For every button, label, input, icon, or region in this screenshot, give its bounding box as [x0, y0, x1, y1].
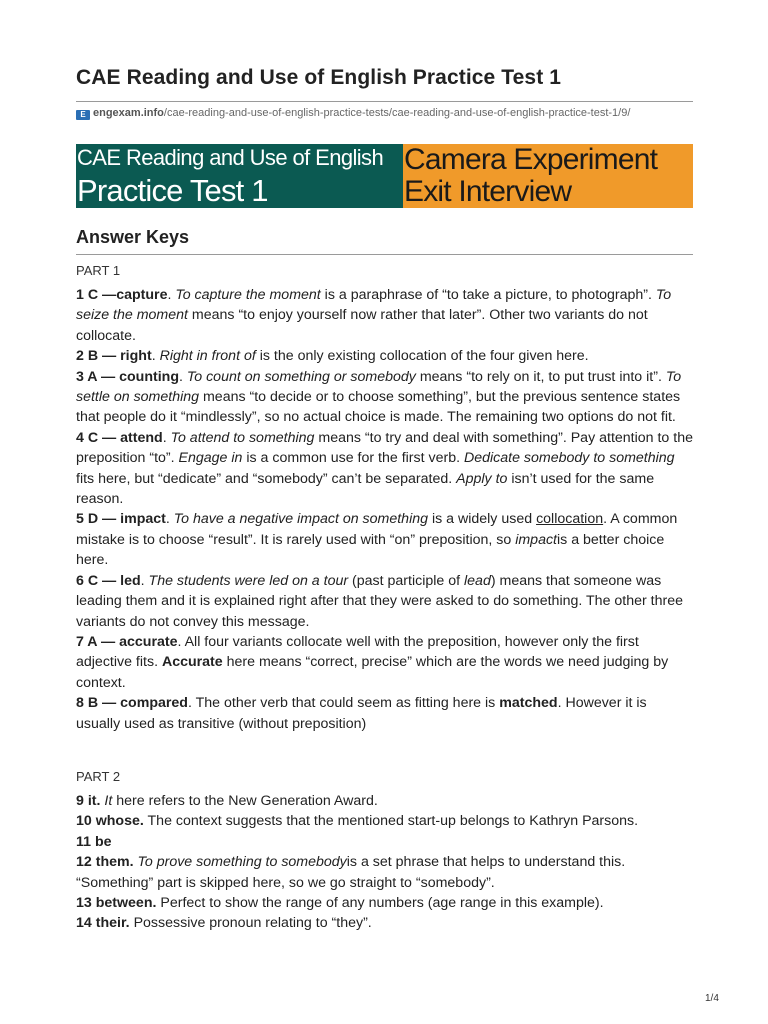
- answer-number: 2 B —: [76, 348, 121, 365]
- source-link[interactable]: [93, 107, 630, 119]
- answer-entry-10: [76, 811, 693, 831]
- answer-entry-6: [76, 571, 693, 632]
- answer-entry-13: [76, 893, 693, 913]
- answer-phrase: To prove something to somebody: [137, 854, 347, 871]
- answer-text: fits here, but “dedicate” and “somebody” can’t be separated.: [76, 470, 457, 487]
- answer-phrase: Right in front of: [159, 348, 256, 365]
- page-title: CAE Reading and Use of English Practice Test 1: [76, 66, 561, 89]
- answer-phrase: To seize the moment: [76, 287, 672, 324]
- answer-emphasis: matched: [499, 695, 558, 712]
- answer-entry-8: [76, 693, 693, 734]
- answer-key: accurate: [119, 633, 178, 650]
- answer-number: 5 D —: [76, 511, 121, 528]
- answer-phrase: To have a negative impact on something: [173, 511, 429, 528]
- banner-left: [76, 144, 403, 208]
- answer-number: 3 A —: [76, 368, 120, 385]
- answer-number: 1 C —: [76, 287, 117, 303]
- answer-entry-7: [76, 632, 693, 693]
- source-path: /cae-reading-and-use-of-english-practice-tests/cae-reading-and-use-of-english-practice-test-1/9/: [163, 107, 631, 119]
- banner-right-line2: Exit Interview: [404, 175, 572, 208]
- answer-number: 4 C —: [76, 429, 121, 446]
- answer-phrase: To count on something or somebody: [186, 368, 416, 385]
- answer-text: . However it is usually used as transitive (without preposition): [76, 695, 647, 732]
- answer-entry-5: [76, 509, 693, 570]
- answer-entry-4: [76, 428, 693, 510]
- answer-key: capture: [116, 287, 168, 303]
- answer-text: here means “correct, precise” which are the words we need judging by context.: [76, 654, 669, 691]
- answer-entry-9: [76, 791, 693, 811]
- answer-key: compared: [120, 695, 188, 712]
- answer-text: Possessive pronoun relating to “they”.: [129, 915, 372, 932]
- answer-number: 6 C —: [76, 572, 121, 589]
- source-line: [76, 107, 630, 120]
- answer-entry-14: [76, 913, 693, 933]
- answer-phrase: To settle on something: [76, 368, 682, 406]
- answer-text: is a widely used: [428, 511, 537, 528]
- answer-number: 8 B —: [76, 695, 121, 712]
- answer-phrase: impact: [515, 531, 557, 548]
- answer-text: means “to enjoy yourself now rather that later”. Other two variants do not collocate.: [76, 307, 648, 344]
- banner-left-line1: CAE Reading and Use of English: [77, 145, 384, 170]
- page-number: 1/4: [705, 993, 719, 1004]
- answer-phrase: To attend to something: [170, 429, 315, 446]
- answer-number: 12 them.: [76, 854, 134, 871]
- answer-text: is a common use for the first verb.: [242, 450, 464, 467]
- answer-key: impact: [120, 511, 166, 528]
- answer-phrase: Dedicate somebody to something: [463, 450, 675, 467]
- answer-number: 9 it.: [76, 793, 101, 809]
- answer-number: 7 A —: [76, 633, 120, 650]
- source-domain: engexam.info: [93, 107, 164, 119]
- answer-text: .: [151, 348, 160, 365]
- section-divider: [76, 254, 693, 255]
- banner-right: [403, 144, 693, 208]
- collocation-link[interactable]: collocation: [536, 511, 604, 528]
- answer-text: means “to try and deal with something”. Pay attention to the preposition “to”.: [76, 429, 693, 467]
- answer-key: counting: [119, 368, 179, 385]
- answer-phrase: The students were led on a tour: [148, 572, 349, 589]
- answer-entry-3: [76, 367, 693, 428]
- answer-text: means “to rely on it, to put trust into it”.: [415, 368, 666, 385]
- answer-text: The context suggests that the mentioned start-up belongs to Kathryn Parsons.: [143, 813, 639, 830]
- section-title: Answer Keys: [76, 227, 190, 247]
- answer-text: means “to decide or to choose something”, but the previous sentence states that people do it “mindlessly”, so no actual choice is made. The remaining two options do not fit.: [76, 389, 681, 426]
- answer-text: .: [162, 429, 171, 446]
- answer-text: is a paraphrase of “to take a picture, to photograph”.: [320, 287, 656, 303]
- part2-answers: [76, 791, 693, 934]
- answer-text: .: [140, 572, 149, 589]
- answer-text: . A common mistake is to choose “result”. It is rarely used with “on” preposition, so: [76, 511, 678, 548]
- answer-text: is a set phrase that helps to understand this. “Something” part is skipped here, so we go straight to “somebody”.: [76, 854, 626, 891]
- answer-text: is a better choice here.: [76, 531, 665, 569]
- answer-text: .: [179, 368, 187, 385]
- part1-answers: [76, 285, 693, 734]
- answer-text: isn’t used for the same reason.: [76, 470, 655, 508]
- answer-key: right: [120, 348, 152, 365]
- answer-number: 13 between.: [76, 895, 157, 912]
- answer-key: attend: [120, 429, 163, 446]
- answer-entry-11: [76, 832, 693, 852]
- test-banner: [76, 144, 693, 208]
- part1-label: PART 1: [76, 263, 121, 278]
- answer-entry-1: [76, 285, 693, 346]
- answer-phrase: It: [104, 793, 113, 809]
- banner-right-line1: Camera Experiment: [404, 144, 658, 176]
- answer-number: 14 their.: [76, 915, 130, 932]
- answer-text: .: [167, 287, 176, 303]
- part2-label: PART 2: [76, 769, 121, 784]
- answer-key: led: [120, 572, 141, 589]
- answer-text: . The other verb that could seem as fitting here is: [187, 695, 500, 712]
- answer-entry-12: [76, 852, 693, 893]
- answer-phrase: lead: [464, 572, 491, 589]
- banner-left-line2: Practice Test 1: [77, 173, 268, 208]
- answer-phrase: Apply to: [456, 470, 508, 487]
- answer-phrase: To capture the moment: [175, 287, 321, 303]
- answer-text: . All four variants collocate well with the preposition, however only the first adjective fits.: [76, 633, 639, 671]
- answer-emphasis: Accurate: [161, 654, 223, 671]
- answer-entry-2: [76, 346, 693, 366]
- answer-text: here refers to the New Generation Award.: [112, 793, 378, 809]
- answer-text: ) means that someone was leading them and it is explained right after that they were asked to do something. The other three variants do not convey this message.: [76, 572, 684, 630]
- answer-text: .: [165, 511, 174, 528]
- answer-number: 11 be: [76, 833, 112, 850]
- answer-text: Perfect to show the range of any numbers (age range in this example).: [156, 895, 604, 912]
- title-divider: [76, 101, 693, 102]
- answer-number: 10 whose.: [76, 813, 144, 830]
- answer-text: is the only existing collocation of the four given here.: [255, 348, 589, 365]
- answer-text: (past participle of: [348, 572, 465, 589]
- engexam-logo-icon: E: [76, 110, 90, 120]
- answer-phrase: Engage in: [178, 450, 243, 467]
